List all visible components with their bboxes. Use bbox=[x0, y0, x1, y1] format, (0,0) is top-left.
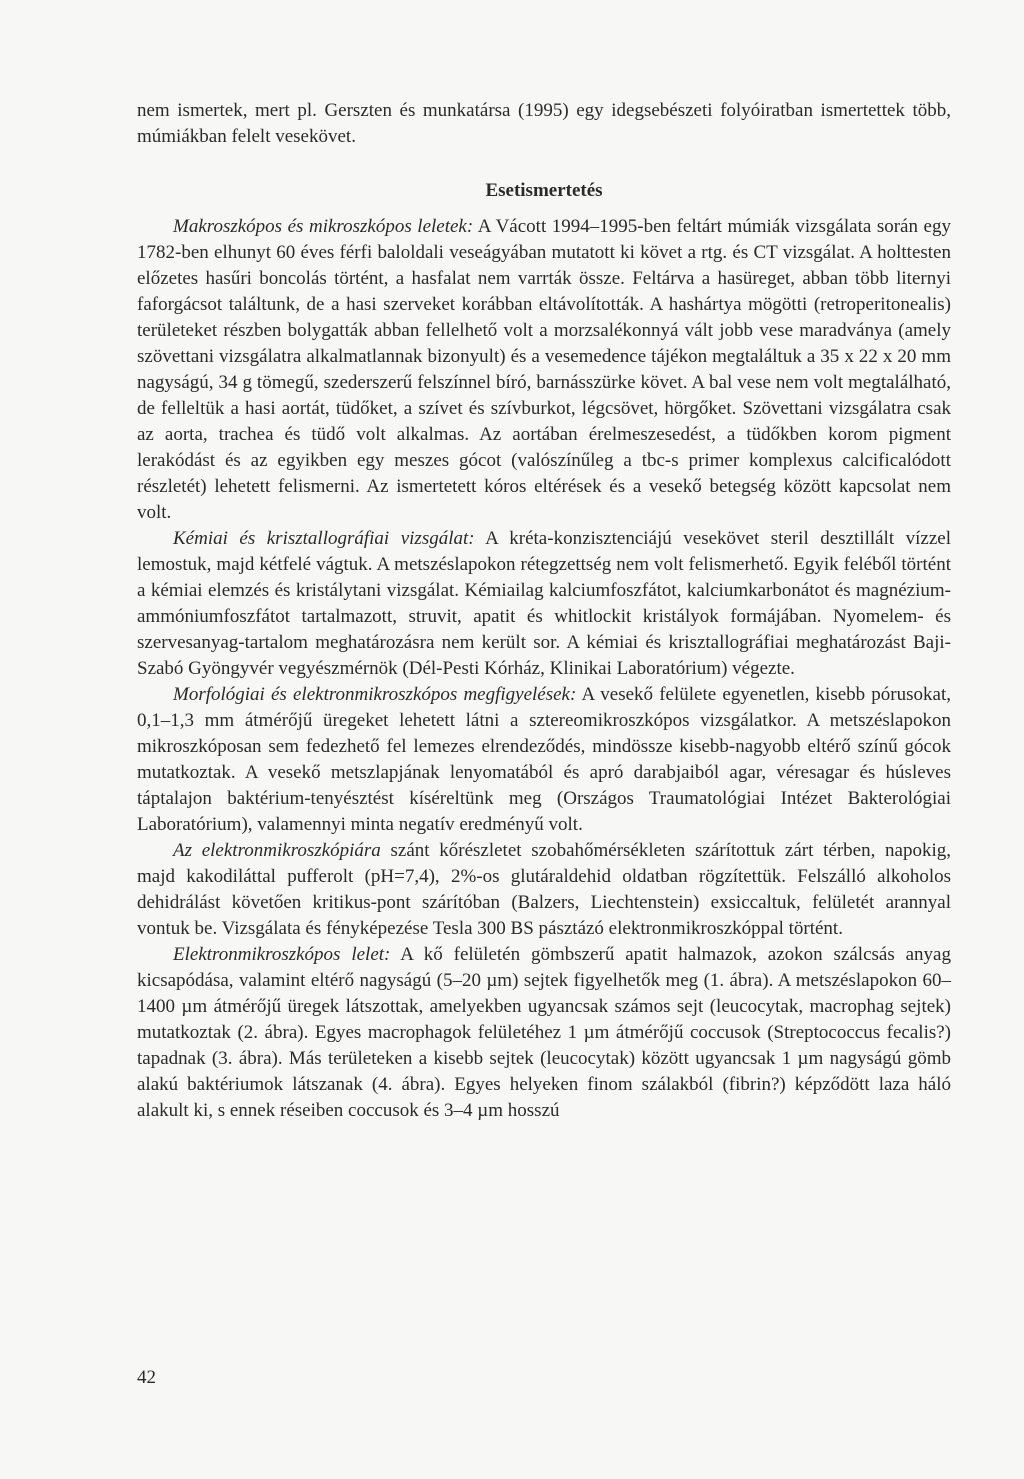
paragraph-body: szánt kőrészletet szobahőmérsékleten szárítottuk zárt térben, napokig, majd kakodiláttal pufferolt (pH=7,4), 2%-os glutáraldehid oldatban rögzítettük. Felszálló alkoholos dehidrálást követően kritikus-pont szárítóban (Balzers, Liechtenstein) exsiccaltuk, felületét arannyal vontuk be. Vizsgálata és fényképezése Tesla 300 BS pásztázó elektronmikroszkóppal történt. bbox=[137, 840, 951, 939]
paragraph-lead: Makroszkópos és mikroszkópos leletek: bbox=[173, 216, 474, 237]
paragraph-macroscopic bbox=[137, 214, 951, 526]
paragraph-lead: Kémiai és krisztallográfiai vizsgálat: bbox=[173, 528, 475, 549]
paragraph-body: A vesekő felülete egyenetlen, kisebb pórusokat, 0,1–1,3 mm átmérőjű üregeket lehetett látni a sztereomikroszkópos vizsgálatkor. A metszéslapokon mikroszkóposan sem fedezhető fel lemezes elrendeződés, mindössze kisebb-nagyobb eltérő színű gócok mutatkoztak. A vesekő metszlapjának lenyomatából és apró darabjaiból agar, véresagar és húsleves táptalajon baktérium-tenyésztést kíséreltünk meg (Országos Traumatológiai Intézet Bakterológiai Laboratórium), valamennyi minta negatív eredményű volt. bbox=[137, 684, 951, 835]
paragraph-chemical bbox=[137, 526, 951, 682]
page-number: 42 bbox=[137, 1367, 156, 1388]
paragraph-body: A Vácott 1994–1995-ben feltárt múmiák vizsgálata során egy 1782-ben elhunyt 60 éves férfi baloldali veseágyában mutatott ki követ a rtg. és CT vizsgálat. A holttesten előzetes hasűri boncolás történt, a hasfalat nem varrták össze. Feltárva a hasüreget, abban több liternyi faforgácsot találtunk, de a hasi szerveket korábban eltávolították. A hashártya mögötti (retroperitonealis) területeket részben bolygatták abban fellelhető volt a morzsalékonnyá vált jobb vese maradványa (amely szövettani vizsgálatra alkalmatlannak bizonyult) és a vesemedence tájékon megtaláltuk a 35 x 22 x 20 mm nagyságú, 34 g tömegű, szederszerű felszínnel bíró, barnásszürke követ. A bal vese nem volt megtalálható, de felleltük a hasi aortát, tüdőket, a szívet és szívburkot, légcsövet, hörgőket. Szövettani vizsgálatra csak az aorta, trachea és tüdő volt alkalmas. Az aortában érelmeszesedést, a tüdőkben korom pigment lerakódást és az egyikben egy meszes gócot (valószínűleg a tbc-s primer komplexus calcificalódott részletét) lehetett felismerni. Az ismertetett kóros eltérések és a vesekő betegség között kapcsolat nem volt. bbox=[137, 216, 951, 523]
paragraph-em-findings bbox=[137, 942, 951, 1124]
section-title: Esetismertetés bbox=[485, 180, 603, 201]
paragraph-body: A kő felületén gömbszerű apatit halmazok, azokon szálcsás anyag kicsapódása, valamint eltérő nagyságú (5–20 µm) sejtek figyelhetők meg (1. ábra). A metszéslapokon 60–1400 µm átmérőjű üregek látszottak, amelyekben ugyancsak számos sejt (leucocytak, macrophag sejtek) mutatkoztak (2. ábra). Egyes macrophagok felületéhez 1 µm átmérőjű coccusok (Streptococcus fecalis?) tapadnak (3. ábra). Más területeken a kisebb sejtek (leucocytak) között ugyancsak 1 µm nagyságú gömb alakú baktériumok látszanak (4. ábra). Egyes helyeken finom szálakból (fibrin?) képződött laza háló alakult ki, s ennek réseiben coccusok és 3–4 µm hosszú bbox=[137, 944, 951, 1121]
paragraph-morphological bbox=[137, 682, 951, 838]
paragraph-lead: Morfológiai és elektronmikroszkópos megfigyelések: bbox=[173, 684, 577, 705]
paragraph-em-preparation bbox=[137, 838, 951, 942]
paragraph-lead: Az elektronmikroszkópiára bbox=[173, 840, 381, 861]
intro-paragraph: nem ismertek, mert pl. Gerszten és munkatársa (1995) egy idegsebészeti folyóiratban ismertettek több, múmiákban felelt vesekövet. bbox=[137, 100, 951, 147]
document-body bbox=[137, 98, 951, 1124]
paragraph-lead: Elektronmikroszkópos lelet: bbox=[173, 944, 391, 965]
paragraph-body: A kréta-konzisztenciájú vesekövet steril desztillált vízzel lemostuk, majd kétfelé vágtuk. A metszéslapokon rétegzettség nem volt felismerhető. Egyik feléből történt a kémiai elemzés és kristálytani vizsgálat. Kémiailag kalciumfoszfátot, kalciumkarbonátot és magnézium-ammóniumfoszfátot tartalmazott, struvit, apatit és whitlockit kristályok formájában. Nyomelem- és szervesanyag-tartalom meghatározásra nem került sor. A kémiai és krisztallográfiai meghatározást Baji-Szabó Gyöngyvér vegyészmérnök (Dél-Pesti Kórház, Klinikai Laboratórium) végezte. bbox=[137, 528, 951, 679]
